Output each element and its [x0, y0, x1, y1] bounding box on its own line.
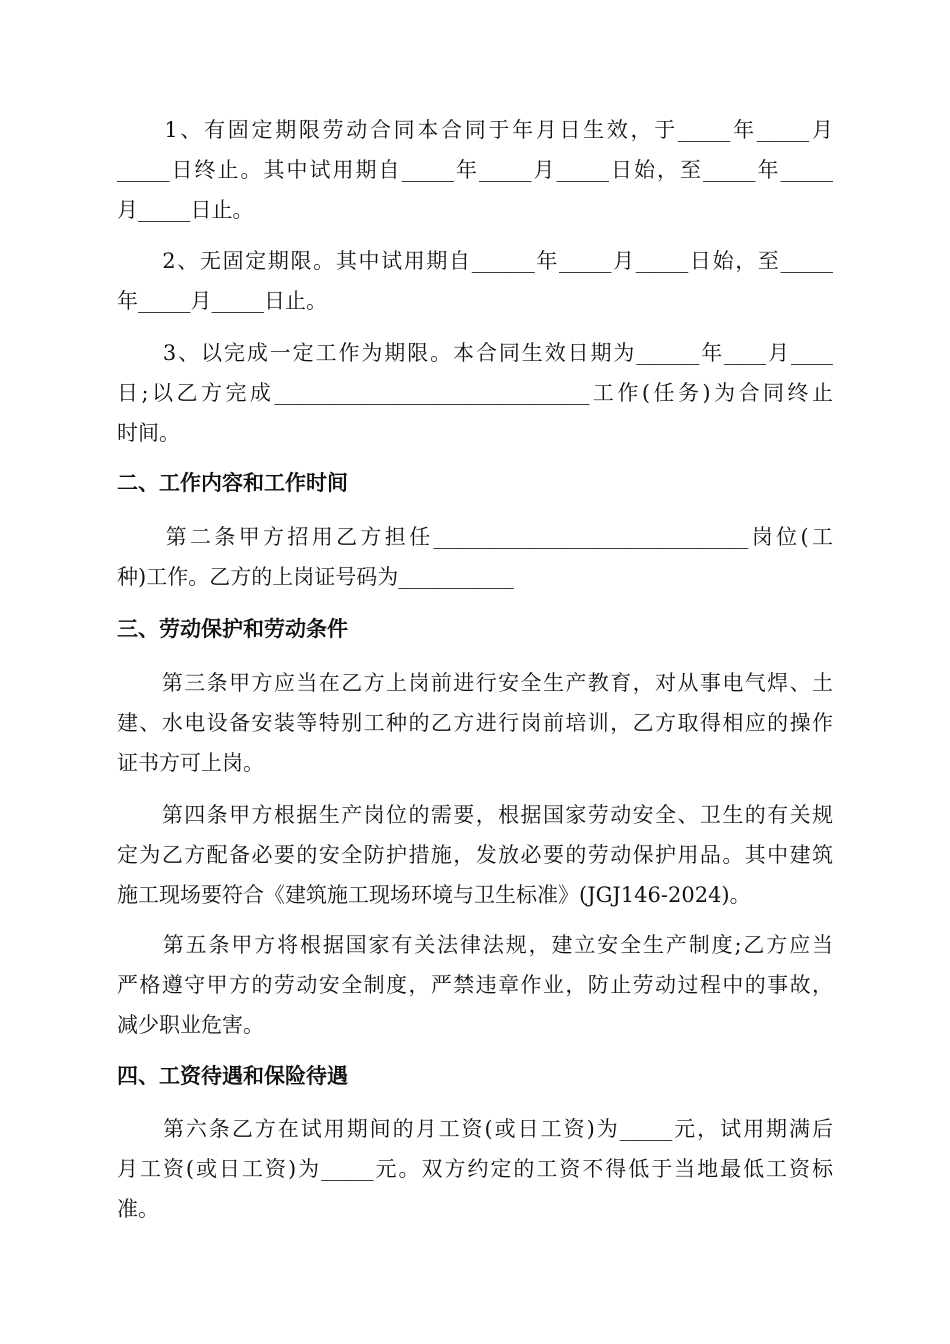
clause-fixed-term	[117, 110, 833, 230]
article-6	[117, 1109, 833, 1229]
paragraph-line: 建、水电设备安装等特别工种的乙方进行岗前培训，乙方取得相应的操作	[117, 711, 833, 735]
paragraph-line: 种)工作。乙方的上岗证号码为___________	[117, 565, 514, 589]
paragraph-line: 第五条甲方将根据国家有关法律法规，建立安全生产制度;乙方应当	[117, 933, 833, 957]
paragraph-line: 年_____月_____日止。	[117, 289, 327, 313]
article-4	[117, 795, 833, 915]
clause-task-term	[117, 333, 833, 453]
paragraph-line: 第二条甲方招用乙方担任______________________________岗位(工	[117, 525, 833, 549]
paragraph-line: 严格遵守甲方的劳动安全制度，严禁违章作业，防止劳动过程中的事故，	[117, 973, 833, 997]
paragraph-line: 第四条甲方根据生产岗位的需要，根据国家劳动安全、卫生的有关规	[117, 803, 833, 827]
paragraph-line: 日;以乙方完成______________________________工作(任务)为合同终止	[117, 381, 833, 405]
clause-open-term	[117, 241, 833, 321]
paragraph-line: 3、以完成一定工作为期限。本合同生效日期为______年____月____	[117, 341, 833, 365]
paragraph-line: 1、有固定期限劳动合同本合同于年月日生效，于_____年_____月	[117, 118, 833, 142]
paragraph-line: 准。	[117, 1197, 159, 1221]
paragraph-line: 施工现场要符合《建筑施工现场环境与卫生标准》(JGJ146-2024)。	[117, 883, 751, 907]
paragraph-line: 证书方可上岗。	[117, 751, 264, 775]
article-5	[117, 925, 833, 1045]
paragraph-line: 2、无固定期限。其中试用期自______年_____月_____日始，至_____	[117, 249, 833, 273]
paragraph-line: 月_____日止。	[117, 198, 254, 222]
paragraph-line: _____日终止。其中试用期自_____年_____月_____日始，至_____年_____	[117, 158, 833, 182]
section-heading-labor-protection: 三、劳动保护和劳动条件	[117, 616, 348, 641]
paragraph-line: 月工资(或日工资)为_____元。双方约定的工资不得低于当地最低工资标	[117, 1157, 833, 1181]
paragraph-line: 减少职业危害。	[117, 1013, 264, 1037]
paragraph-line: 定为乙方配备必要的安全防护措施，发放必要的劳动保护用品。其中建筑	[117, 843, 833, 867]
article-3	[117, 663, 833, 783]
paragraph-line: 第六条乙方在试用期间的月工资(或日工资)为_____元，试用期满后	[117, 1117, 833, 1141]
article-2	[117, 517, 833, 597]
paragraph-line: 时间。	[117, 421, 180, 445]
paragraph-line: 第三条甲方应当在乙方上岗前进行安全生产教育，对从事电气焊、土	[117, 671, 833, 695]
section-heading-wages-insurance: 四、工资待遇和保险待遇	[117, 1063, 348, 1088]
section-heading-work-content: 二、工作内容和工作时间	[117, 470, 348, 495]
